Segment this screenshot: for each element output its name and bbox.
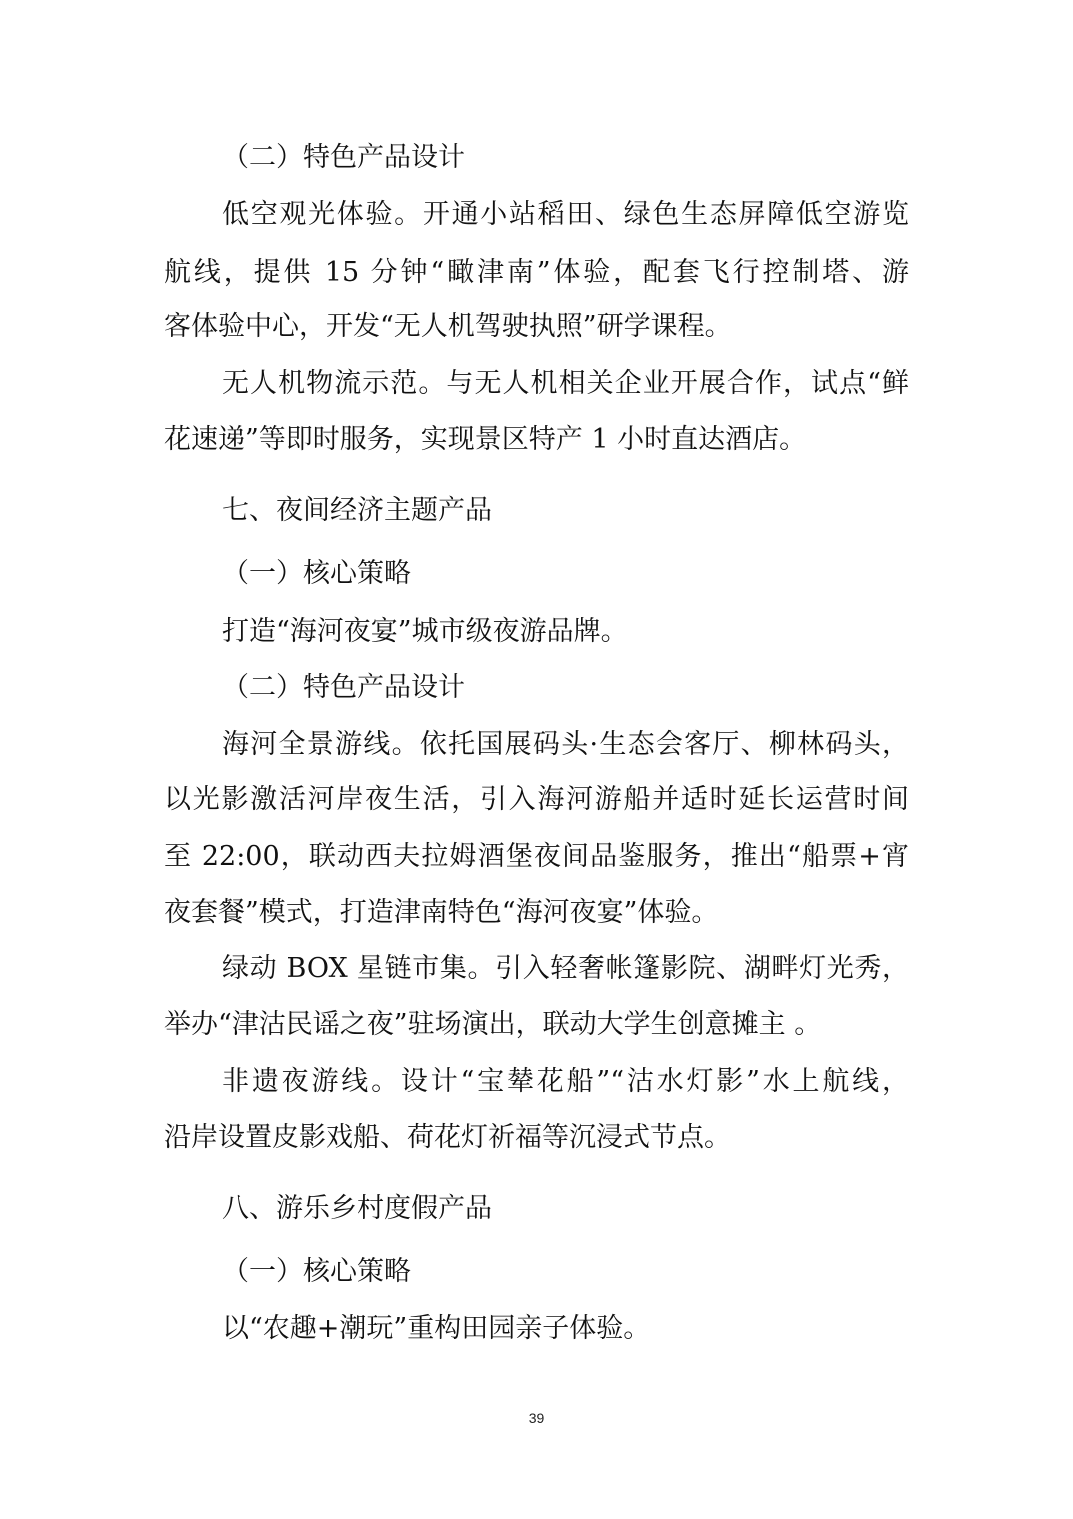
paragraph-line: 沿岸设置皮影戏船、荷花灯祈福等沉浸式节点。 [164,1122,731,1153]
subsection-heading: （一）核心策略 [222,558,411,589]
paragraph-line: 至 22:00，联动西夫拉姆酒堡夜间品鉴服务，推出“船票+宵 [164,841,909,872]
paragraph-line: 无人机物流示范。与无人机相关企业开展合作，试点“鲜 [222,368,909,399]
paragraph-line: 非遗夜游线。设计“宝辇花船”“沽水灯影”水上航线， [222,1066,909,1097]
paragraph-line: 客体验中心，开发“无人机驾驶执照”研学课程。 [164,311,732,342]
paragraph-line: 举办“津沽民谣之夜”驻场演出，联动大学生创意摊主 。 [164,1009,822,1040]
page-number: 39 [528,1410,545,1426]
paragraph-line: 航线，提供 15 分钟“瞰津南”体验，配套飞行控制塔、游 [164,257,909,288]
paragraph-line: 打造“海河夜宴”城市级夜游品牌。 [222,616,628,647]
paragraph-line: 以“农趣+潮玩”重构田园亲子体验。 [222,1313,651,1344]
section-heading: 八、游乐乡村度假产品 [222,1193,492,1224]
subsection-heading: （一）核心策略 [222,1256,411,1287]
paragraph-line: 绿动 BOX 星链市集。引入轻奢帐篷影院、湖畔灯光秀， [222,953,909,984]
section-heading: 七、夜间经济主题产品 [222,495,492,526]
subsection-heading: （二）特色产品设计 [222,142,465,173]
subsection-heading: （二）特色产品设计 [222,672,465,703]
paragraph-line: 夜套餐”模式，打造津南特色“海河夜宴”体验。 [164,897,719,928]
paragraph-line: 海河全景游线。依托国展码头·生态会客厅、柳林码头， [222,729,909,760]
paragraph-line: 花速递”等即时服务，实现景区特产 1 小时直达酒店。 [164,424,807,455]
paragraph-line: 低空观光体验。开通小站稻田、绿色生态屏障低空游览 [222,199,909,230]
paragraph-line: 以光影激活河岸夜生活，引入海河游船并适时延长运营时间 [164,784,909,815]
